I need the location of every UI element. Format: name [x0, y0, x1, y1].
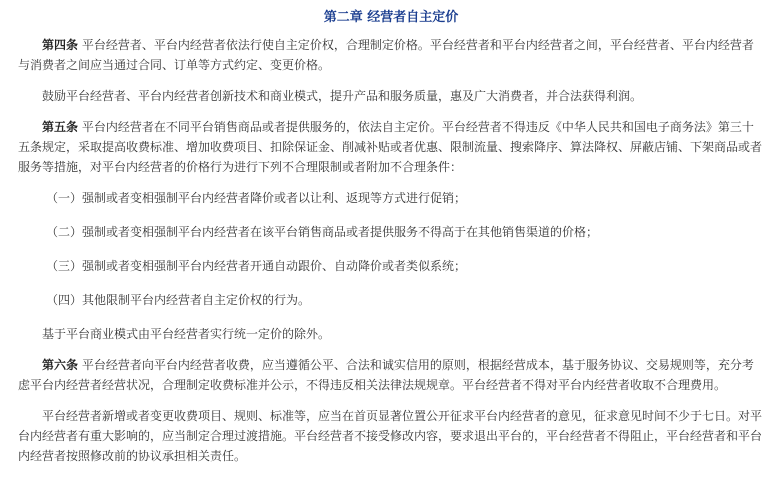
article-4-paragraph: [18, 35, 764, 75]
article-4-encourage-text: 鼓励平台经营者、平台内经营者创新技术和商业模式，提升产品和服务质量，惠及广大消费者，并合法获得利润。: [42, 89, 643, 103]
article-4-encourage-paragraph: [18, 86, 764, 106]
article-5-paragraph: [18, 117, 764, 177]
chapter-title: 第二章 经营者自主定价: [323, 10, 459, 25]
list-item-3: （三）强制或者变相强制平台内经营者开通自动跟价、自动降价或者类似系统；: [46, 259, 467, 273]
list-item-4: （四）其他限制平台内经营者自主定价权的行为。: [46, 293, 311, 307]
fee-change-text: 平台经营者新增或者变更收费项目、规则、标准等，应当在首页显著位置公开征求平台内经营者的意见，征求意见时间不少于七日。对平台内经营者有重大影响的，应当制定合理过渡措施。平台经营者不接受修改内容，要求退出平台的，平台经营者不得阻止，平台经营者和平台内经营者按照修改前的协议承担相关责任。: [18, 409, 763, 463]
article-5-text: 平台内经营者在不同平台销售商品或者提供服务的，依法自主定价。平台经营者不得违反《中华人民共和国电子商务法》第三十五条规定，采取提高收费标准、增加收费项目、扣除保证金、削减补贴或者优惠、限制流量、搜索降序、算法降权、屏蔽店铺、下架商品或者服务等措施，对平台内经营者的价格行为进行下列不合理限制或者附加不合理条件：: [18, 120, 763, 174]
article-6-label: 第六条: [42, 358, 79, 372]
fee-change-paragraph: [18, 406, 764, 466]
article-5-label: 第五条: [42, 120, 79, 134]
exception-text: 基于平台商业模式由平台经营者实行统一定价的除外。: [42, 327, 331, 341]
list-item-1: （一）强制或者变相强制平台内经营者降价或者以让利、返现等方式进行促销；: [46, 191, 467, 205]
list-item-2: （二）强制或者变相强制平台内经营者在该平台销售商品或者提供服务不得高于在其他销售渠道的价格；: [46, 225, 599, 239]
article-6-text: 平台经营者向平台内经营者收费，应当遵循公平、合法和诚实信用的原则，根据经营成本，基于服务协议、交易规则等，充分考虑平台内经营者经营状况，合理制定收费标准并公示，不得违反相关法律法规规章。平台经营者不得对平台内经营者收取不合理费用。: [18, 358, 754, 392]
article-6-paragraph: [18, 355, 764, 395]
article-4-text: 平台经营者、平台内经营者依法行使自主定价权，合理制定价格。平台经营者和平台内经营者之间，平台经营者、平台内经营者与消费者之间应当通过合同、订单等方式约定、变更价格。: [18, 38, 754, 72]
article-4-label: 第四条: [42, 38, 79, 52]
exception-paragraph: [18, 324, 764, 344]
